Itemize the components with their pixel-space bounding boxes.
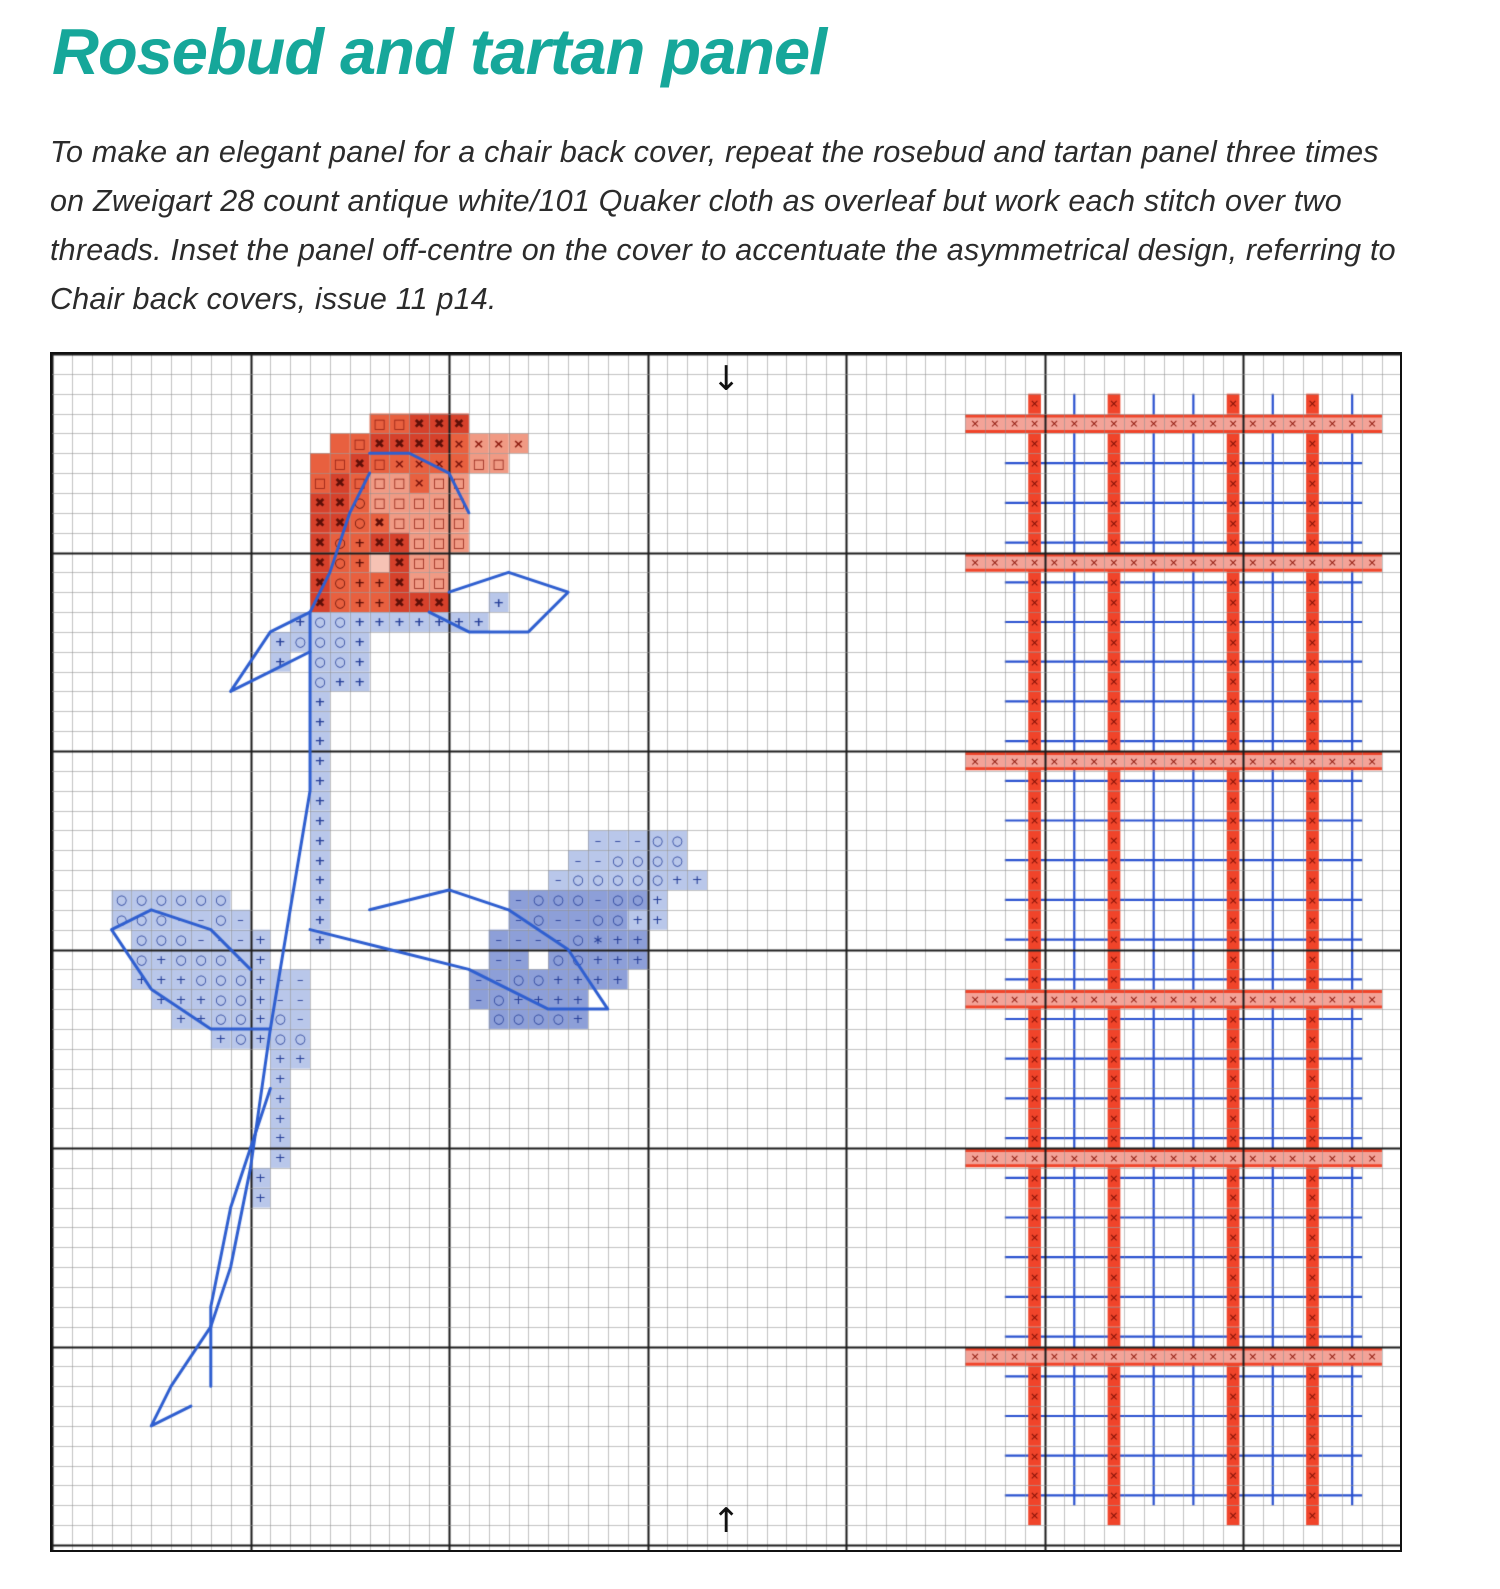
- intro-paragraph: [50, 128, 1410, 324]
- chart-container: [50, 352, 1402, 1552]
- intro-line-4: asymmetrical design, referring to Chair back covers, issue 11 p14.: [50, 233, 1396, 316]
- intro-line-1: To make an elegant panel for a chair back cover, repeat the rosebud and tartan panel: [50, 135, 1217, 169]
- center-arrow-bottom-icon: ↑: [712, 1501, 741, 1541]
- page-title: Rosebud and tartan panel: [52, 15, 827, 88]
- cross-stitch-chart: [50, 352, 1402, 1552]
- intro-line-2: three times on Zweigart 28 count antique white/101 Quaker cloth as overleaf but work: [50, 135, 1379, 218]
- intro-line-3: each stitch over two threads. Inset the panel off-centre on the cover to accentuate the: [50, 184, 1342, 267]
- center-arrow-top-icon: ↓: [712, 359, 741, 399]
